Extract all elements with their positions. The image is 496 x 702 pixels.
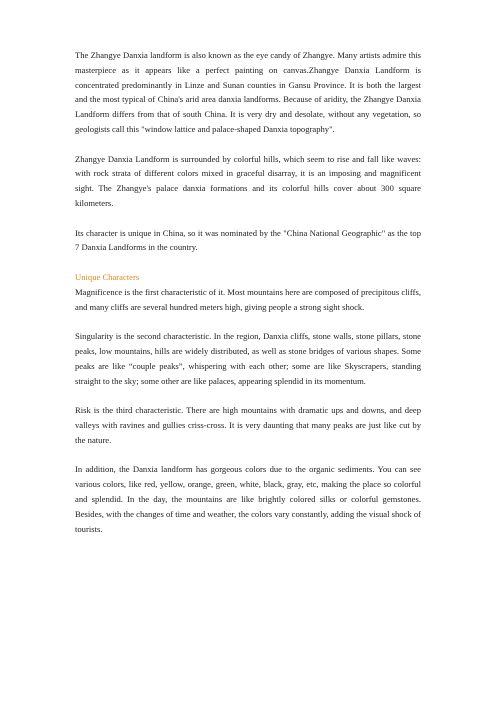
- section-paragraph-3: Risk is the third characteristic. There are high mountains with dramatic ups and downs, and deep valleys with ravines and gullies criss-cross. It is very daunting that many peaks are just like cut by the nature.: [75, 405, 421, 445]
- intro-paragraph-1: The Zhangye Danxia landform is also known as the eye candy of Zhangye. Many artists admire this masterpiece as it appears like a perfect painting on canvas.Zhangye Danxia Landform is concentrated predominantly in Linze and Sunan counties in Gansu Province. It is both the largest and the most typical of China's arid area danxia landforms. Because of aridity, the Zhangye Danxia Landform differs from that of south China. It is very dry and desolate, without any vegetation, so geologists call this "window lattice and palace-shaped Danxia topography".: [75, 50, 421, 134]
- intro-paragraph-2: Zhangye Danxia Landform is surrounded by colorful hills, which seem to rise and fall like waves: with rock strata of different colors mixed in graceful disarray, it is an imposing and magnificent sight. The Zhangye's palace danxia formations and its colorful hills cover about 300 square kilometers.: [75, 153, 421, 208]
- intro-paragraph-3: Its character is unique in China, so it was nominated by the "China National Geographic" as the top 7 Danxia Landforms in the country.: [75, 227, 421, 253]
- section-heading: Unique Characters: [75, 271, 140, 282]
- section-paragraph-2: Singularity is the second characteristic. In the region, Danxia cliffs, stone walls, stone pillars, stone peaks, low mountains, hills are widely distributed, as well as stone bridges of various shapes. Some peaks are like “couple peaks”, whispering with each other; some are like Skyscrapers, standing straight to the sky; some other are like palaces, appearing splendid in its momentum.: [75, 331, 421, 386]
- section-paragraph-4: In addition, the Danxia landform has gorgeous colors due to the organic sediments. You can see various colors, like red, yellow, orange, green, white, black, gray, etc, making the place so colorful and splendid. In the day, the mountains are like brightly colored silks or colorful gemstones. Besides, with the changes of time and weather, the colors vary constantly, adding the visual shock of tourists.: [75, 464, 421, 534]
- section-paragraph-1: Magnificence is the first characteristic of it. Most mountains here are composed of precipitous cliffs, and many cliffs are several hundred meters high, giving people a strong sight shock.: [75, 286, 421, 312]
- document-body: [75, 48, 421, 551]
